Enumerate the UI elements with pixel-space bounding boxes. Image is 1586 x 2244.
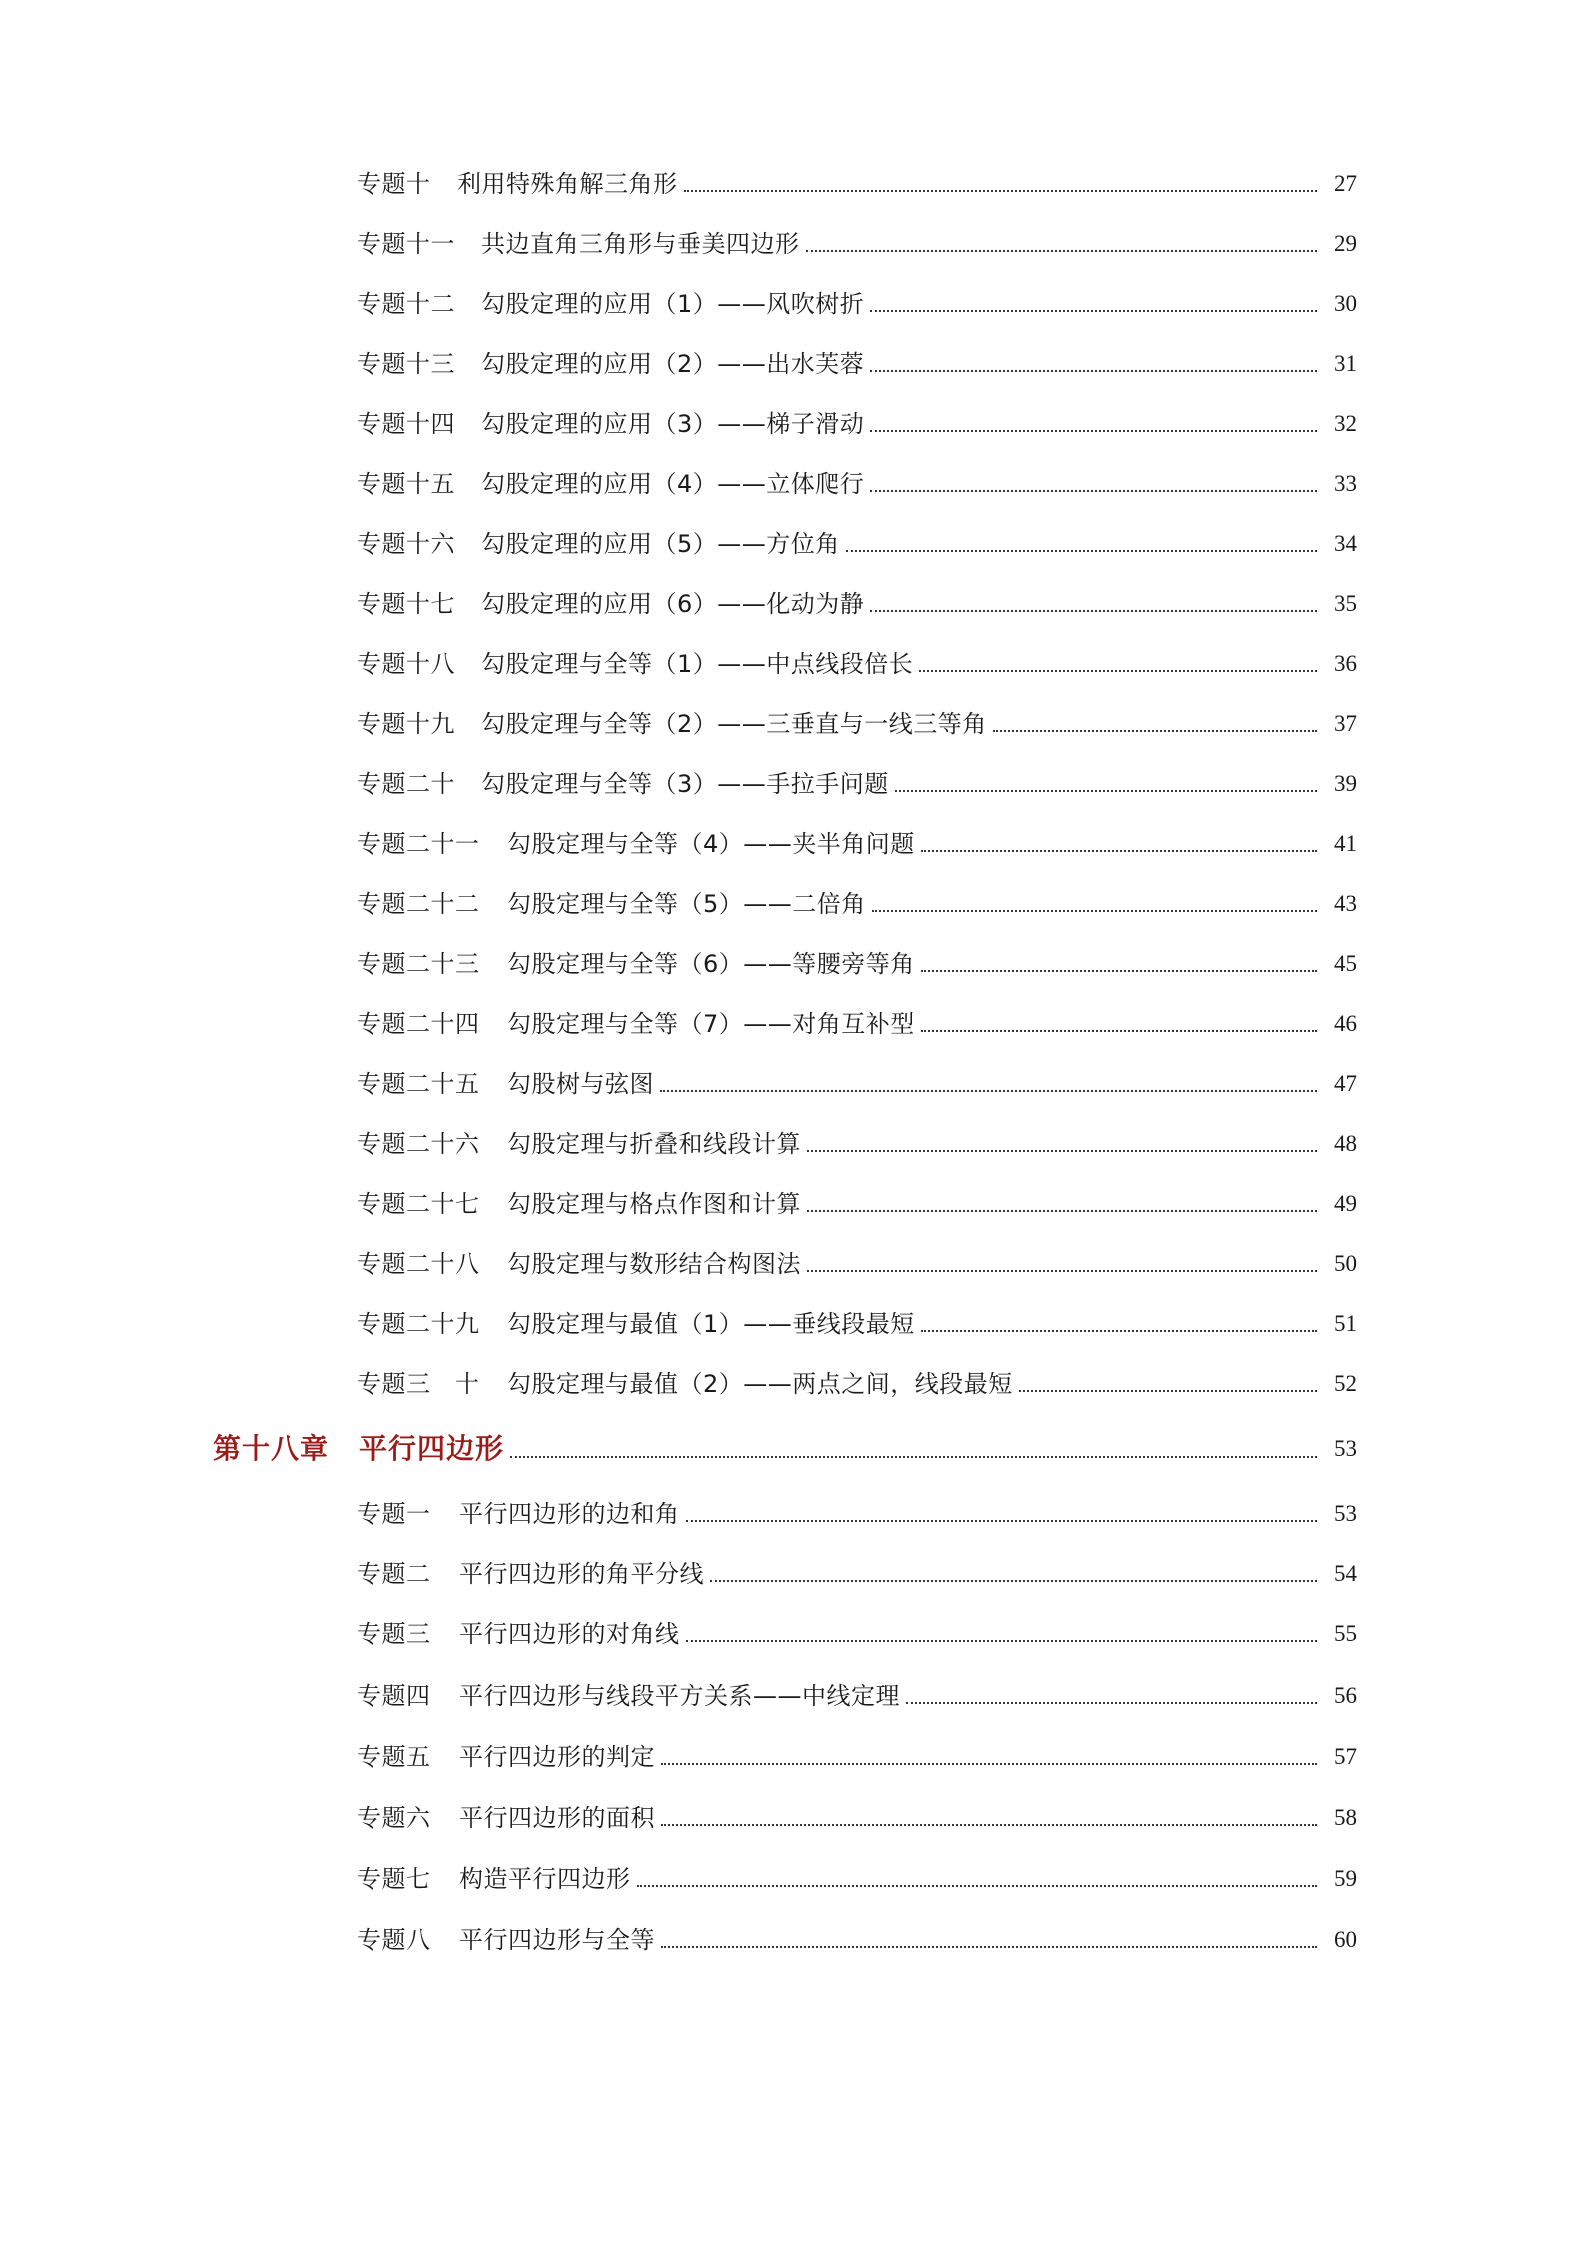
toc-entry[interactable] — [357, 280, 1357, 320]
dot-leader — [807, 1150, 1317, 1152]
toc-entry[interactable] — [357, 580, 1357, 620]
entry-label: 专题三 十 — [357, 1370, 480, 1398]
entry-label: 专题一 — [357, 1500, 431, 1528]
dot-leader — [686, 1640, 1318, 1642]
entry-page-number: 60 — [1334, 1927, 1357, 1952]
entry-label: 专题二十四 — [357, 1010, 480, 1038]
entry-label: 专题十八 — [357, 650, 455, 678]
dot-leader — [661, 1946, 1317, 1948]
entry-label: 专题二十八 — [357, 1250, 480, 1278]
toc-entry[interactable] — [357, 1855, 1357, 1895]
entry-page-number: 27 — [1334, 171, 1357, 196]
entry-label: 专题八 — [357, 1926, 431, 1954]
entry-title: 平行四边形与全等 — [459, 1926, 655, 1954]
entry-label: 专题二 — [357, 1560, 431, 1588]
entry-page-number: 36 — [1334, 651, 1357, 676]
entry-page-number: 41 — [1334, 831, 1357, 856]
chapter-label: 第十八章 — [213, 1432, 330, 1465]
entry-label: 专题七 — [357, 1865, 431, 1893]
toc-entry[interactable] — [357, 700, 1357, 740]
entry-page-number: 53 — [1334, 1501, 1357, 1526]
entry-page-number: 29 — [1334, 231, 1357, 256]
entry-title: 勾股定理与数形结合构图法 — [507, 1250, 801, 1278]
entry-label: 专题三 — [357, 1620, 431, 1648]
entry-label: 专题二十二 — [357, 890, 480, 918]
dot-leader — [870, 490, 1317, 492]
toc-entry[interactable] — [357, 1060, 1357, 1100]
dot-leader — [870, 370, 1317, 372]
chapter-title: 平行四边形 — [359, 1432, 505, 1465]
dot-leader — [846, 550, 1317, 552]
dot-leader — [993, 730, 1317, 732]
entry-label: 专题二十六 — [357, 1130, 480, 1158]
entry-page-number: 32 — [1334, 411, 1357, 436]
chapter-heading[interactable] — [213, 1423, 1357, 1467]
entry-page-number: 46 — [1334, 1011, 1357, 1036]
toc-entry[interactable] — [357, 220, 1357, 260]
toc-entry[interactable] — [357, 1240, 1357, 1280]
entry-label: 专题十一 — [357, 230, 455, 258]
entry-page-number: 51 — [1334, 1311, 1357, 1336]
entry-label: 专题十四 — [357, 410, 455, 438]
entry-title: 勾股定理的应用（4）——立体爬行 — [481, 470, 865, 498]
toc-entry[interactable] — [357, 1733, 1357, 1773]
toc-entry[interactable] — [357, 1300, 1357, 1340]
entry-label: 专题十三 — [357, 350, 455, 378]
entry-label: 专题二十三 — [357, 950, 480, 978]
toc-entry[interactable] — [357, 880, 1357, 920]
entry-page-number: 48 — [1334, 1131, 1357, 1156]
entry-page-number: 43 — [1334, 891, 1357, 916]
entry-page-number: 59 — [1334, 1866, 1357, 1891]
entry-title: 平行四边形的边和角 — [459, 1500, 680, 1528]
dot-leader — [895, 790, 1317, 792]
dot-leader — [872, 910, 1317, 912]
entry-label: 专题二十一 — [357, 830, 480, 858]
entry-title: 构造平行四边形 — [459, 1865, 631, 1893]
dot-leader — [684, 190, 1318, 192]
entry-title: 勾股定理与最值（2）——两点之间，线段最短 — [507, 1370, 1013, 1398]
toc-entry[interactable] — [357, 160, 1357, 200]
dot-leader — [921, 970, 1317, 972]
entry-page-number: 33 — [1334, 471, 1357, 496]
entry-label: 专题十六 — [357, 530, 455, 558]
entry-label: 专题二十七 — [357, 1190, 480, 1218]
toc-entry[interactable] — [357, 520, 1357, 560]
entry-label: 专题二十 — [357, 770, 455, 798]
toc-entry[interactable] — [357, 1120, 1357, 1160]
entry-title: 平行四边形的角平分线 — [459, 1560, 704, 1588]
entry-page-number: 52 — [1334, 1371, 1357, 1396]
entry-page-number: 49 — [1334, 1191, 1357, 1216]
entry-label: 专题六 — [357, 1804, 431, 1832]
entry-title: 勾股定理的应用（1）——风吹树折 — [481, 290, 865, 318]
entry-label: 专题五 — [357, 1743, 431, 1771]
entry-page-number: 50 — [1334, 1251, 1357, 1276]
entry-label: 专题四 — [357, 1682, 431, 1710]
dot-leader — [806, 250, 1318, 252]
dot-leader — [870, 310, 1317, 312]
entry-page-number: 57 — [1334, 1744, 1357, 1769]
toc-entry[interactable] — [357, 460, 1357, 500]
entry-title: 勾股定理的应用（2）——出水芙蓉 — [481, 350, 865, 378]
toc-entry[interactable] — [357, 1000, 1357, 1040]
dot-leader — [1019, 1390, 1317, 1392]
entry-label: 专题二十五 — [357, 1070, 480, 1098]
entry-title: 勾股定理与全等（1）——中点线段倍长 — [481, 650, 914, 678]
entry-title: 勾股树与弦图 — [507, 1070, 654, 1098]
toc-entry[interactable] — [357, 1672, 1357, 1712]
toc-entry[interactable] — [357, 760, 1357, 800]
entry-label: 专题十七 — [357, 590, 455, 618]
dot-leader — [510, 1456, 1317, 1458]
entry-title: 勾股定理与全等（2）——三垂直与一线三等角 — [481, 710, 987, 738]
entry-label: 专题十 — [357, 170, 431, 198]
entry-title: 勾股定理与折叠和线段计算 — [507, 1130, 801, 1158]
entry-page-number: 37 — [1334, 711, 1357, 736]
entry-title: 勾股定理的应用（6）——化动为静 — [481, 590, 865, 618]
entry-title: 勾股定理与全等（4）——夹半角问题 — [507, 830, 915, 858]
dot-leader — [637, 1885, 1318, 1887]
entry-page-number: 54 — [1334, 1561, 1357, 1586]
entry-title: 勾股定理与全等（5）——二倍角 — [507, 890, 866, 918]
toc-entry[interactable] — [357, 640, 1357, 680]
entry-title: 勾股定理的应用（3）——梯子滑动 — [481, 410, 865, 438]
entry-title: 平行四边形的判定 — [459, 1743, 655, 1771]
entry-page-number: 45 — [1334, 951, 1357, 976]
entry-label: 专题十九 — [357, 710, 455, 738]
entry-label: 专题二十九 — [357, 1310, 480, 1338]
toc-entry[interactable] — [357, 1794, 1357, 1834]
entry-title: 勾股定理与全等（6）——等腰旁等角 — [507, 950, 915, 978]
entry-page-number: 30 — [1334, 291, 1357, 316]
entry-title: 利用特殊角解三角形 — [457, 170, 678, 198]
entry-page-number: 56 — [1334, 1683, 1357, 1708]
entry-page-number: 55 — [1334, 1621, 1357, 1646]
entry-page-number: 58 — [1334, 1805, 1357, 1830]
entry-title: 共边直角三角形与垂美四边形 — [481, 230, 800, 258]
dot-leader — [921, 1330, 1317, 1332]
entry-title: 勾股定理与全等（7）——对角互补型 — [507, 1010, 915, 1038]
toc-entry[interactable] — [357, 940, 1357, 980]
dot-leader — [870, 430, 1317, 432]
dot-leader — [906, 1702, 1317, 1704]
toc-entry[interactable] — [357, 1360, 1357, 1400]
entry-page-number: 34 — [1334, 531, 1357, 556]
entry-page-number: 35 — [1334, 591, 1357, 616]
entry-page-number: 31 — [1334, 351, 1357, 376]
dot-leader — [661, 1763, 1317, 1765]
entry-title: 平行四边形的对角线 — [459, 1620, 680, 1648]
toc-entry[interactable] — [357, 1916, 1357, 1956]
dot-leader — [661, 1824, 1317, 1826]
dot-leader — [870, 610, 1317, 612]
dot-leader — [919, 670, 1317, 672]
dot-leader — [807, 1210, 1317, 1212]
dot-leader — [686, 1520, 1318, 1522]
entry-title: 勾股定理与全等（3）——手拉手问题 — [481, 770, 889, 798]
toc-entry[interactable] — [357, 400, 1357, 440]
entry-title: 平行四边形与线段平方关系——中线定理 — [459, 1682, 900, 1710]
entry-label: 专题十五 — [357, 470, 455, 498]
dot-leader — [921, 850, 1317, 852]
dot-leader — [660, 1090, 1317, 1092]
entry-label: 专题十二 — [357, 290, 455, 318]
entry-page-number: 39 — [1334, 771, 1357, 796]
toc-entry[interactable] — [357, 820, 1357, 860]
entry-title: 平行四边形的面积 — [459, 1804, 655, 1832]
toc-entry[interactable] — [357, 1180, 1357, 1220]
toc-entry[interactable] — [357, 340, 1357, 380]
toc-entry[interactable] — [357, 1610, 1357, 1650]
toc-entry[interactable] — [357, 1490, 1357, 1530]
entry-title: 勾股定理的应用（5）——方位角 — [481, 530, 840, 558]
entry-title: 勾股定理与最值（1）——垂线段最短 — [507, 1310, 915, 1338]
toc-entry[interactable] — [357, 1550, 1357, 1590]
dot-leader — [807, 1270, 1317, 1272]
chapter-page-number: 53 — [1334, 1436, 1357, 1461]
dot-leader — [921, 1030, 1317, 1032]
dot-leader — [710, 1580, 1317, 1582]
entry-title: 勾股定理与格点作图和计算 — [507, 1190, 801, 1218]
entry-page-number: 47 — [1334, 1071, 1357, 1096]
